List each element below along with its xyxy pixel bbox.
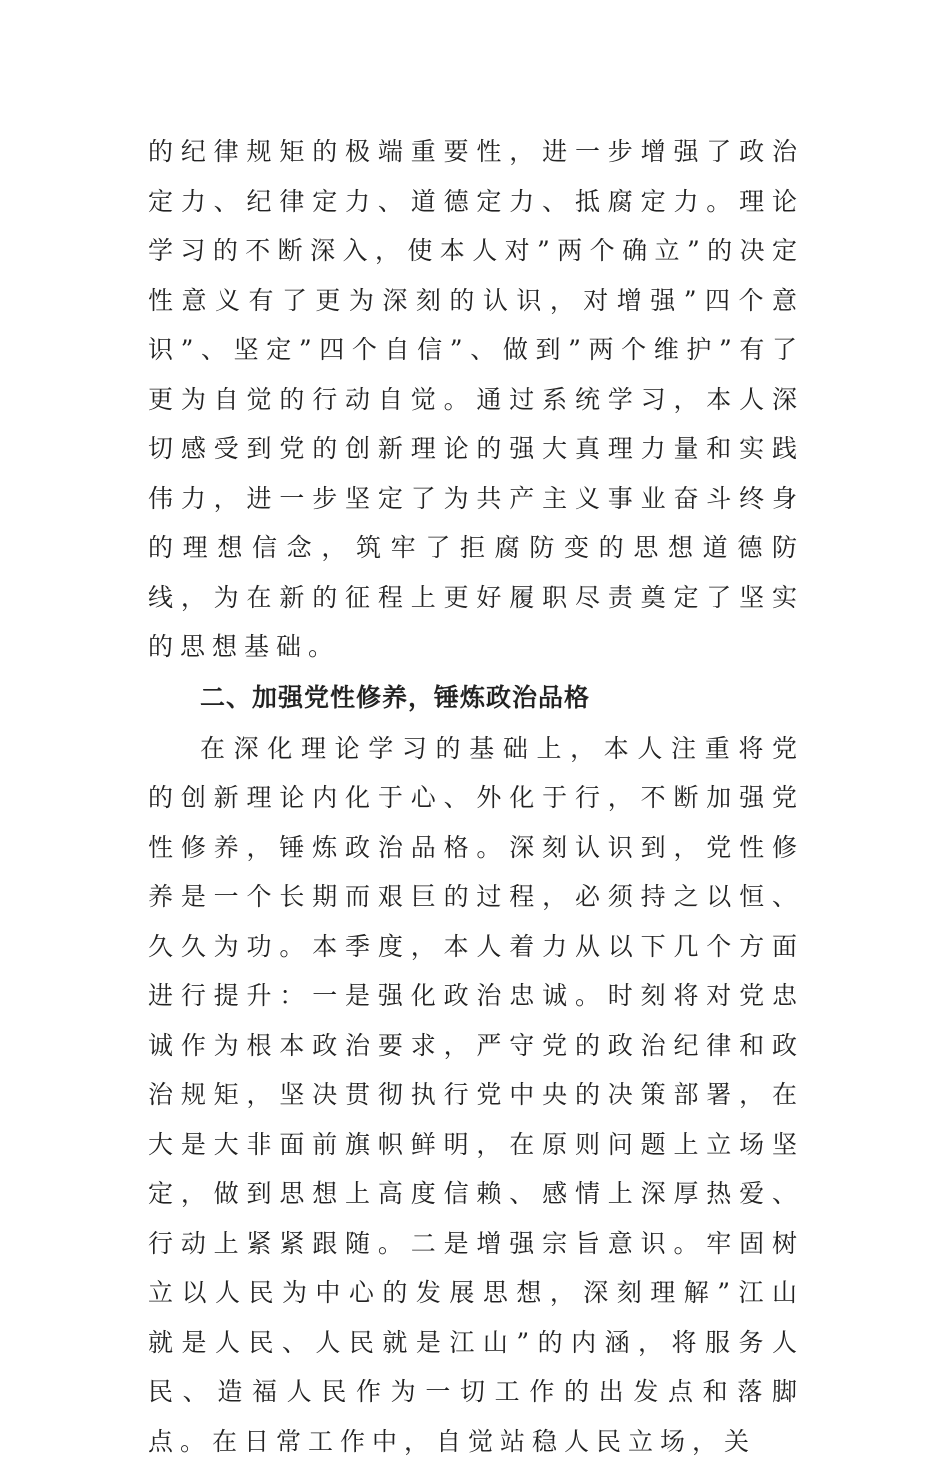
document-page [148,127,804,1466]
body-paragraph-section-2: 在深化理论学习的基础上，本人注重将党的创新理论内化于心、外化于行，不断加强党性修养，锤炼政治品格。深刻认识到，党性修养是一个长期而艰巨的过程，必须持之以恒、久久为功。本季度，本人着力从以下几个方面进行提升：一是强化政治忠诚。时刻将对党忠诚作为根本政治要求，严守党的政治纪律和政治规矩，坚决贯彻执行党中央的决策部署，在大是大非面前旗帜鲜明，在原则问题上立场坚定，做到思想上高度信赖、感情上深厚热爱、行动上紧紧跟随。二是增强宗旨意识。牢固树立以人民为中心的发展思想，深刻理解”江山就是人民、人民就是江山”的内涵，将服务人民、造福人民作为一切工作的出发点和落脚点。在日常工作中，自觉站稳人民立场，关 [148,724,804,1466]
section-heading-2: 二、加强党性修养，锤炼政治品格 [148,672,804,724]
body-paragraph-continuation: 的纪律规矩的极端重要性，进一步增强了政治定力、纪律定力、道德定力、抵腐定力。理论学习的不断深入，使本人对”两个确立”的决定性意义有了更为深刻的认识，对增强”四个意识”、坚定”四个自信”、做到”两个维护”有了更为自觉的行动自觉。通过系统学习，本人深切感受到党的创新理论的强大真理力量和实践伟力，进一步坚定了为共产主义事业奋斗终身的理想信念，筑牢了拒腐防变的思想道德防线，为在新的征程上更好履职尽责奠定了坚实的思想基础。 [148,127,804,672]
